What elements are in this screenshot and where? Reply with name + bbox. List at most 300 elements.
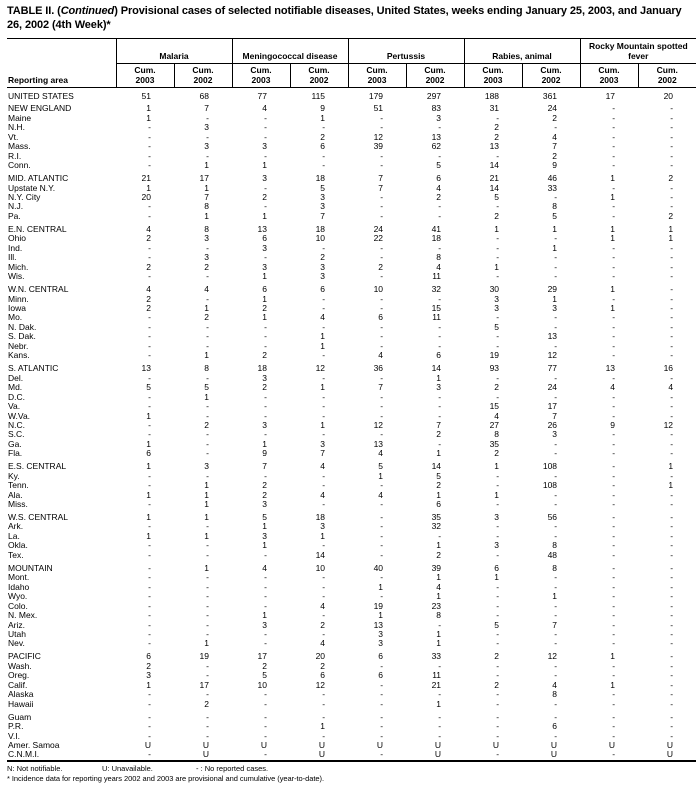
value-cell: 3 xyxy=(262,419,268,430)
reporting-area-cell: P.R. xyxy=(8,721,24,732)
value-cell: - xyxy=(264,391,268,402)
value-cell: 1 xyxy=(320,340,326,351)
value-cell: - xyxy=(148,122,151,133)
value-cell: - xyxy=(206,429,210,440)
value-cell: - xyxy=(670,321,674,332)
reporting-area-cell: W.Va. xyxy=(8,410,31,421)
value-cell: - xyxy=(206,242,210,253)
footnotes xyxy=(7,764,696,784)
value-cell: - xyxy=(612,480,616,491)
value-cell: U xyxy=(492,739,500,750)
value-cell: - xyxy=(496,372,500,383)
value-cell: - xyxy=(322,689,326,700)
value-cell: - xyxy=(206,730,210,741)
value-cell: - xyxy=(612,391,616,402)
value-cell: 8 xyxy=(552,562,558,573)
value-cell: - xyxy=(612,600,616,611)
value-cell: - xyxy=(148,252,151,263)
reporting-area-cell: Va. xyxy=(8,401,21,412)
value-cell: 4 xyxy=(320,600,326,611)
value-cell: 3 xyxy=(146,670,151,681)
value-cell: - xyxy=(670,448,674,459)
value-cell: U xyxy=(318,739,326,750)
value-cell: - xyxy=(206,540,210,551)
reporting-area-cell: Ind. xyxy=(8,242,23,253)
value-cell: 14 xyxy=(315,549,326,560)
reporting-area-cell: N.Y. City xyxy=(8,192,41,203)
value-cell: 2 xyxy=(146,233,151,244)
value-cell: - xyxy=(438,619,442,630)
value-cell: 5 xyxy=(204,382,210,393)
value-cell: 13 xyxy=(373,438,384,449)
value-cell: - xyxy=(322,711,326,722)
value-cell: - xyxy=(438,401,442,412)
table-row xyxy=(7,440,696,449)
value-cell: 2 xyxy=(494,382,500,393)
reporting-area-cell: Wyo. xyxy=(8,591,28,602)
value-cell: 1 xyxy=(494,261,500,272)
value-cell: 3 xyxy=(436,382,442,393)
value-cell: - xyxy=(206,711,210,722)
value-cell: U xyxy=(434,749,442,760)
value-cell: 1 xyxy=(262,293,268,304)
value-cell: 3 xyxy=(262,499,268,510)
value-cell: - xyxy=(380,540,384,551)
value-cell: - xyxy=(554,261,558,272)
value-cell: - xyxy=(554,372,558,383)
value-cell: 48 xyxy=(547,549,558,560)
value-cell: 1 xyxy=(262,271,268,282)
value-cell: 3 xyxy=(262,261,268,272)
value-cell: 3 xyxy=(320,261,326,272)
value-cell: - xyxy=(612,160,616,171)
value-cell: 12 xyxy=(315,363,326,374)
value-cell: - xyxy=(206,331,210,342)
column-group-4: Rabies, animal xyxy=(464,39,580,64)
value-cell: 18 xyxy=(431,233,442,244)
value-cell: 108 xyxy=(542,480,558,491)
reporting-area-cell: Wash. xyxy=(8,660,32,671)
value-cell: - xyxy=(612,521,616,532)
table-row xyxy=(7,402,696,411)
subcolumn-header: Cum. 2002 xyxy=(638,64,696,88)
value-cell: 3 xyxy=(494,303,500,314)
value-cell: - xyxy=(380,591,384,602)
reporting-area-cell: Iowa xyxy=(8,303,26,314)
value-cell: 1 xyxy=(146,112,151,123)
value-cell: - xyxy=(148,391,151,402)
value-cell: - xyxy=(206,581,210,592)
value-cell: 2 xyxy=(552,112,558,123)
value-cell: - xyxy=(206,610,210,621)
value-cell: - xyxy=(670,252,674,263)
value-cell: 18 xyxy=(315,223,326,234)
value-cell: - xyxy=(496,331,500,342)
value-cell: - xyxy=(612,350,616,361)
table-row xyxy=(7,602,696,611)
value-cell: - xyxy=(670,103,674,114)
value-cell: 9 xyxy=(610,419,616,430)
value-cell: - xyxy=(206,410,210,421)
value-cell: - xyxy=(670,530,674,541)
value-cell: - xyxy=(670,201,674,212)
value-cell: 6 xyxy=(436,350,442,361)
value-cell: 1 xyxy=(436,698,442,709)
value-cell: - xyxy=(148,331,151,342)
table-row xyxy=(7,174,696,183)
value-cell: 4 xyxy=(320,489,326,500)
value-cell: - xyxy=(612,372,616,383)
value-cell: 1 xyxy=(436,372,442,383)
value-cell: - xyxy=(670,499,674,510)
value-cell: - xyxy=(322,160,326,171)
value-cell: - xyxy=(670,512,674,523)
legend-line xyxy=(7,764,696,774)
value-cell: 29 xyxy=(547,284,558,295)
value-cell: - xyxy=(612,721,616,732)
value-cell: 1 xyxy=(610,651,616,662)
value-cell: 1 xyxy=(320,382,326,393)
value-cell: U xyxy=(144,739,151,750)
table-row xyxy=(7,351,696,360)
value-cell: 2 xyxy=(494,679,500,690)
value-cell: 1 xyxy=(204,350,210,361)
reporting-area-cell: Calif. xyxy=(8,679,28,690)
reporting-area-cell: Tex. xyxy=(8,549,24,560)
value-cell: 1 xyxy=(262,160,268,171)
value-cell: - xyxy=(148,749,151,760)
value-cell: - xyxy=(496,698,500,709)
value-cell: 1 xyxy=(494,461,500,472)
table-header xyxy=(7,39,696,88)
value-cell: 1 xyxy=(204,638,210,649)
value-cell: - xyxy=(496,591,500,602)
value-cell: 1 xyxy=(494,572,500,583)
value-cell: - xyxy=(670,549,674,560)
value-cell: - xyxy=(264,711,268,722)
value-cell: 6 xyxy=(552,721,558,732)
value-cell: - xyxy=(380,210,384,221)
value-cell: 2 xyxy=(262,382,268,393)
value-cell: 1 xyxy=(146,103,151,114)
value-cell: - xyxy=(670,303,674,314)
value-cell: - xyxy=(670,581,674,592)
value-cell: 40 xyxy=(373,562,384,573)
value-cell: - xyxy=(148,340,151,351)
table-row xyxy=(7,449,696,458)
reporting-area-cell: C.N.M.I. xyxy=(8,749,40,760)
value-cell: - xyxy=(496,470,500,481)
reporting-area-cell: Ohio xyxy=(8,233,26,244)
table-row xyxy=(7,573,696,582)
value-cell: - xyxy=(322,628,326,639)
incidence-note: * Incidence data for reporting years 2002 and 2003 are provisional and cumulative (year-to-date). xyxy=(7,773,325,783)
reporting-area-cell: Nebr. xyxy=(8,340,29,351)
value-cell: - xyxy=(554,448,558,459)
value-cell: - xyxy=(148,581,151,592)
value-cell: - xyxy=(206,600,210,611)
value-cell: - xyxy=(612,730,616,741)
value-cell: - xyxy=(206,372,210,383)
value-cell: - xyxy=(612,638,616,649)
reporting-area-cell: N.J. xyxy=(8,201,24,212)
value-cell: 3 xyxy=(262,372,268,383)
value-cell: 5 xyxy=(494,619,500,630)
value-cell: 1 xyxy=(204,489,210,500)
value-cell: 6 xyxy=(436,499,442,510)
value-cell: 5 xyxy=(320,182,326,193)
value-cell: 3 xyxy=(204,122,210,133)
reporting-area-cell: Conn. xyxy=(8,160,31,171)
value-cell: - xyxy=(612,711,616,722)
value-cell: - xyxy=(264,401,268,412)
table-row xyxy=(7,374,696,383)
value-cell: - xyxy=(670,638,674,649)
value-cell: 18 xyxy=(257,363,268,374)
value-cell: - xyxy=(496,233,500,244)
value-cell: - xyxy=(670,182,674,193)
title-prefix: TABLE II. ( xyxy=(7,5,61,17)
value-cell: - xyxy=(380,749,384,760)
value-cell: - xyxy=(438,438,442,449)
value-cell: - xyxy=(380,480,384,491)
value-cell: 2 xyxy=(204,419,210,430)
value-cell: 3 xyxy=(378,638,384,649)
value-cell: 8 xyxy=(204,223,210,234)
value-cell: 1 xyxy=(436,638,442,649)
value-cell: - xyxy=(670,438,674,449)
value-cell: - xyxy=(206,401,210,412)
reporting-area-cell: Ark. xyxy=(8,521,24,532)
value-cell: U xyxy=(202,749,210,760)
value-cell: 1 xyxy=(610,233,616,244)
value-cell: - xyxy=(264,721,268,732)
reporting-area-cell: MID. ATLANTIC xyxy=(8,173,69,184)
legend-not-notifiable: N: Not notifiable. xyxy=(7,763,63,773)
value-cell: - xyxy=(380,410,384,421)
reporting-area-cell: Oreg. xyxy=(8,670,30,681)
value-cell: 35 xyxy=(489,438,500,449)
value-cell: 4 xyxy=(378,448,384,459)
table-row xyxy=(7,690,696,699)
value-cell: - xyxy=(554,572,558,583)
value-cell: 3 xyxy=(204,141,210,152)
value-cell: - xyxy=(380,572,384,583)
value-cell: - xyxy=(148,698,151,709)
value-cell: - xyxy=(206,591,210,602)
value-cell: 2 xyxy=(494,651,500,662)
value-cell: - xyxy=(612,261,616,272)
value-cell: - xyxy=(496,638,500,649)
table-row xyxy=(7,513,696,522)
value-cell: - xyxy=(496,730,500,741)
value-cell: 4 xyxy=(320,461,326,472)
value-cell: - xyxy=(670,350,674,361)
value-cell: 5 xyxy=(436,160,442,171)
value-cell: 17 xyxy=(199,679,210,690)
value-cell: 188 xyxy=(484,90,500,101)
value-cell: - xyxy=(670,340,674,351)
value-cell: 12 xyxy=(315,679,326,690)
table-row xyxy=(7,541,696,550)
value-cell: 1 xyxy=(204,512,210,523)
value-cell: - xyxy=(554,192,558,203)
value-cell: 2 xyxy=(494,122,500,133)
value-cell: - xyxy=(264,150,268,161)
value-cell: 1 xyxy=(552,242,558,253)
value-cell: 2 xyxy=(262,489,268,500)
value-cell: - xyxy=(264,331,268,342)
value-cell: 13 xyxy=(257,223,268,234)
value-cell: 1 xyxy=(146,530,151,541)
value-cell: 21 xyxy=(141,173,151,184)
value-cell: 4 xyxy=(494,410,500,421)
table-row xyxy=(7,491,696,500)
value-cell: 2 xyxy=(668,173,674,184)
value-cell: U xyxy=(550,749,558,760)
table-row xyxy=(7,383,696,392)
value-cell: 6 xyxy=(146,651,151,662)
reporting-area-cell: Mich. xyxy=(8,261,29,272)
value-cell: 1 xyxy=(436,591,442,602)
value-cell: 1 xyxy=(494,489,500,500)
table-row xyxy=(7,500,696,509)
value-cell: - xyxy=(612,610,616,621)
value-cell: - xyxy=(612,438,616,449)
value-cell: - xyxy=(148,730,151,741)
value-cell: - xyxy=(322,698,326,709)
table-row xyxy=(7,481,696,490)
value-cell: - xyxy=(670,600,674,611)
value-cell: - xyxy=(554,438,558,449)
value-cell: - xyxy=(148,131,151,142)
value-cell: - xyxy=(670,271,674,282)
value-cell: - xyxy=(554,122,558,133)
value-cell: - xyxy=(670,540,674,551)
value-cell: - xyxy=(380,252,384,263)
value-cell: - xyxy=(322,242,326,253)
column-group-3: Pertussis xyxy=(348,39,464,64)
table-row xyxy=(7,662,696,671)
table-row xyxy=(7,522,696,531)
value-cell: 1 xyxy=(146,438,151,449)
value-cell: - xyxy=(438,340,442,351)
value-cell: 6 xyxy=(320,141,326,152)
value-cell: 6 xyxy=(146,448,151,459)
value-cell: 26 xyxy=(547,419,558,430)
value-cell: 7 xyxy=(204,192,210,203)
reporting-area-cell: Ariz. xyxy=(8,619,25,630)
value-cell: - xyxy=(438,210,442,221)
value-cell: - xyxy=(380,112,384,123)
value-cell: - xyxy=(148,350,151,361)
reporting-area-cell: V.I. xyxy=(8,730,20,741)
value-cell: - xyxy=(322,610,326,621)
value-cell: - xyxy=(612,293,616,304)
value-cell: - xyxy=(670,410,674,421)
value-cell: U xyxy=(202,739,210,750)
value-cell: - xyxy=(554,470,558,481)
value-cell: - xyxy=(612,131,616,142)
value-cell: 10 xyxy=(315,233,326,244)
value-cell: 3 xyxy=(320,438,326,449)
reporting-area-cell: Maine xyxy=(8,112,32,123)
value-cell: - xyxy=(322,401,326,412)
table-row xyxy=(7,92,696,101)
value-cell: 21 xyxy=(489,173,500,184)
value-cell: 3 xyxy=(262,242,268,253)
value-cell: 11 xyxy=(432,271,442,282)
value-cell: - xyxy=(496,670,500,681)
title-rest: ) Provisional cases of selected notifiable diseases, United States, weeks ending January 25, 2003, and January 26, 2002 (4th Week)* xyxy=(7,5,682,31)
reporting-area-cell: Ga. xyxy=(8,438,22,449)
value-cell: - xyxy=(496,749,500,760)
value-cell: - xyxy=(322,480,326,491)
table-row xyxy=(7,681,696,690)
value-cell: - xyxy=(206,271,210,282)
value-cell: - xyxy=(496,499,500,510)
reporting-area-cell: Del. xyxy=(8,372,24,383)
value-cell: - xyxy=(322,591,326,602)
value-cell: - xyxy=(496,660,500,671)
value-cell: 2 xyxy=(378,261,384,272)
value-cell: U xyxy=(260,739,268,750)
value-cell: - xyxy=(554,670,558,681)
value-cell: 3 xyxy=(552,429,558,440)
value-cell: - xyxy=(380,689,384,700)
value-cell: - xyxy=(322,540,326,551)
reporting-area-cell: Md. xyxy=(8,382,23,393)
value-cell: 2 xyxy=(436,549,442,560)
table-row xyxy=(7,611,696,620)
value-cell: 2 xyxy=(204,698,210,709)
value-cell: - xyxy=(264,182,268,193)
table-row xyxy=(7,722,696,731)
table-row xyxy=(7,393,696,402)
value-cell: - xyxy=(670,293,674,304)
table-row xyxy=(7,421,696,430)
value-cell: - xyxy=(380,530,384,541)
column-group-2: Meningococcal disease xyxy=(232,39,348,64)
value-cell: - xyxy=(438,242,442,253)
value-cell: - xyxy=(554,698,558,709)
value-cell: - xyxy=(148,401,151,412)
value-cell: - xyxy=(554,340,558,351)
reporting-area-cell: E.S. CENTRAL xyxy=(8,461,67,472)
table-row xyxy=(7,212,696,221)
reporting-area-cell: Utah xyxy=(8,628,26,639)
value-cell: - xyxy=(670,610,674,621)
value-cell: - xyxy=(380,321,384,332)
value-cell: - xyxy=(380,303,384,314)
value-cell: 5 xyxy=(436,470,442,481)
value-cell: 1 xyxy=(146,182,151,193)
value-cell: - xyxy=(670,721,674,732)
value-cell: - xyxy=(612,698,616,709)
value-cell: - xyxy=(380,429,384,440)
value-cell: - xyxy=(264,628,268,639)
value-cell: 1 xyxy=(436,628,442,639)
value-cell: - xyxy=(322,429,326,440)
value-cell: 7 xyxy=(378,182,384,193)
subcolumn-header: Cum. 2002 xyxy=(290,64,348,88)
table-row xyxy=(7,532,696,541)
table-row xyxy=(7,253,696,262)
value-cell: U xyxy=(434,739,442,750)
value-cell: 2 xyxy=(204,312,210,323)
value-cell: - xyxy=(264,410,268,421)
value-cell: - xyxy=(670,312,674,323)
